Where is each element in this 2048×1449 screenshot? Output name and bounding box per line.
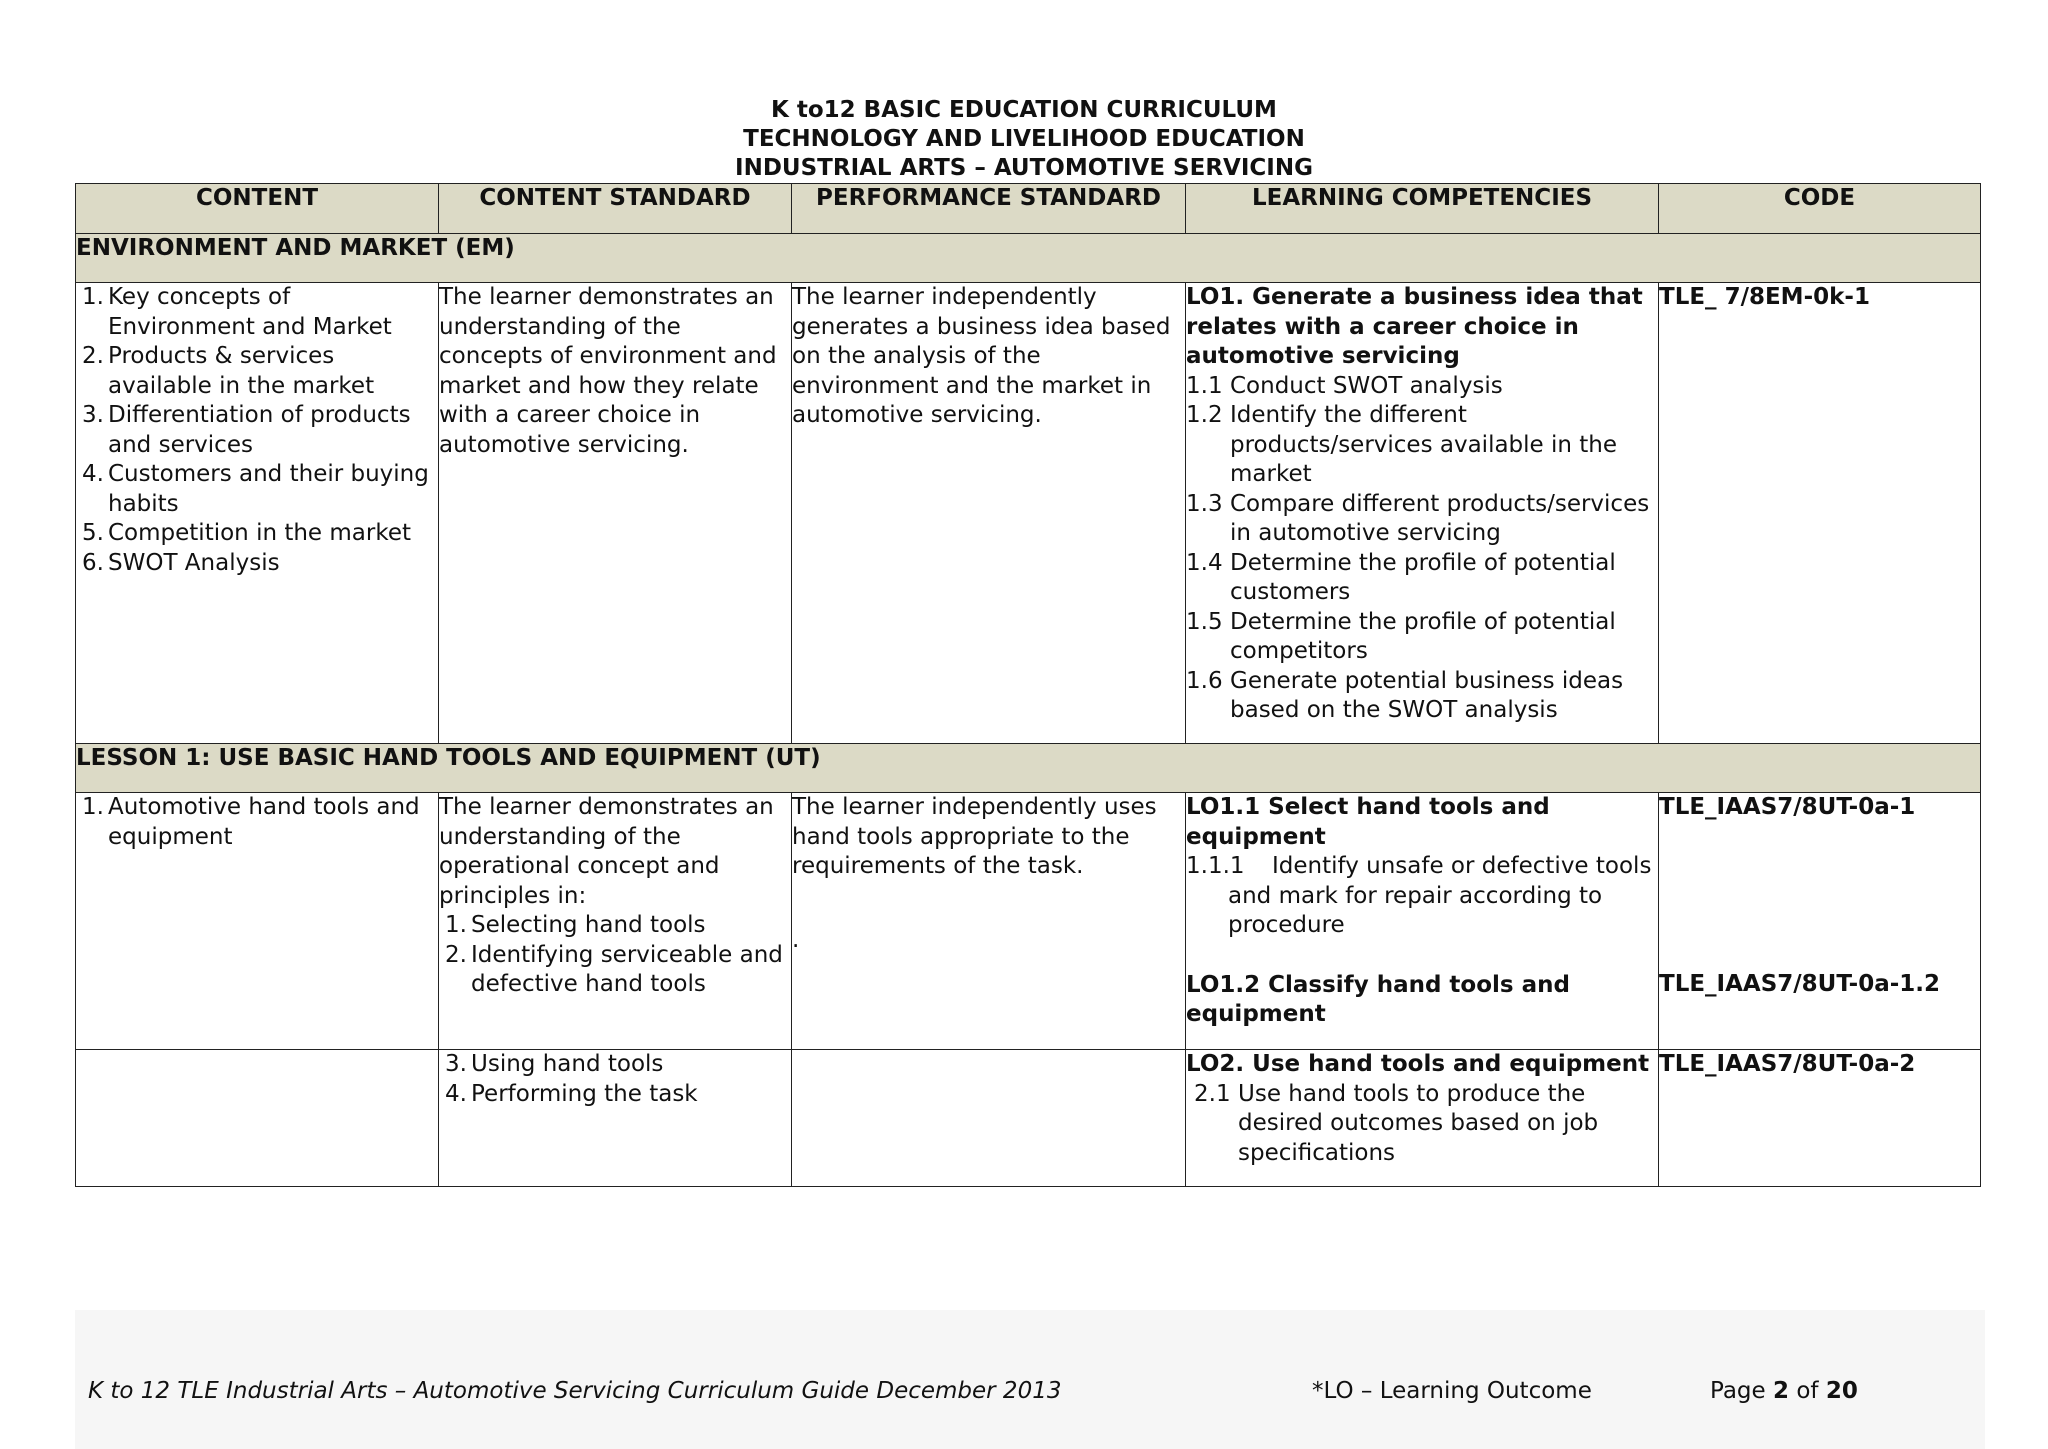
- ut-content-standard-intro: The learner demonstrates an understanding of the operational concept and principles in:: [439, 794, 774, 909]
- ut-performance-standard-cell: [792, 793, 1186, 1050]
- section-row-ut: [76, 744, 1981, 793]
- section-title-em: ENVIRONMENT AND MARKET (EM): [76, 234, 1981, 283]
- ut-competencies-cell: [1186, 793, 1659, 1050]
- list-item: 4. Customers and their buying habits: [82, 461, 429, 517]
- ut-content-cell: [76, 793, 439, 1050]
- section-title-ut: LESSON 1: USE BASIC HAND TOOLS AND EQUIPMENT (UT): [76, 744, 1981, 793]
- ut-code-cell: [1659, 793, 1981, 1050]
- col-header-content-standard: CONTENT STANDARD: [439, 184, 792, 234]
- em-content-standard-cell: [439, 283, 792, 744]
- document-header: [0, 96, 2048, 183]
- list-item: 6. SWOT Analysis: [82, 549, 280, 576]
- em-performance-standard-text: The learner independently generates a business idea based on the analysis of the environment and the market in automotive servicing.: [792, 284, 1171, 428]
- ut-lo2-title: LO1.2 Classify hand tools and equipment: [1186, 971, 1570, 1027]
- ut-lo1-title: LO1.1 Select hand tools and equipment: [1186, 794, 1550, 850]
- list-item: 5. Competition in the market: [82, 520, 412, 546]
- list-item: 1. Automotive hand tools and equipment: [82, 794, 420, 850]
- competency-item: 1.5 Determine the profile of potential competitors: [1186, 608, 1616, 664]
- table-row-em: [76, 283, 1981, 744]
- col-header-content: CONTENT: [76, 184, 439, 234]
- ut2-competencies-cell: [1186, 1050, 1659, 1187]
- column-header-row: [76, 184, 1981, 234]
- spacer: [1186, 941, 1658, 971]
- header-line-2: TECHNOLOGY AND LIVELIHOOD EDUCATION: [743, 126, 1305, 152]
- spacer: [1659, 823, 1980, 970]
- ut2-lo-title: LO2. Use hand tools and equipment: [1186, 1051, 1650, 1077]
- col-header-learning-competencies: LEARNING COMPETENCIES: [1186, 184, 1659, 234]
- ut-code-2: TLE_IAAS7/8UT-0a-2: [1659, 1051, 1916, 1077]
- header-line-3: INDUSTRIAL ARTS – AUTOMOTIVE SERVICING: [735, 155, 1313, 181]
- curriculum-table: [75, 183, 1981, 1187]
- em-content-cell: [76, 283, 439, 744]
- ut2-performance-standard-cell: [792, 1050, 1186, 1187]
- ut-code-1-2: TLE_IAAS7/8UT-0a-1.2: [1659, 970, 1941, 997]
- em-code-cell: [1659, 283, 1981, 744]
- ut-content-standard-list: [439, 911, 791, 1000]
- competency-item: 1.6 Generate potential business ideas based on the SWOT analysis: [1186, 667, 1624, 723]
- em-performance-standard-cell: [792, 283, 1186, 744]
- footer-guide-title: K to 12 TLE Industrial Arts – Automotive Servicing Curriculum Guide December 2013: [88, 1378, 1062, 1404]
- list-item: 3. Differentiation of products and services: [82, 402, 411, 458]
- competency-item: 2.1 Use hand tools to produce the desired outcomes based on job specifications: [1194, 1080, 1599, 1166]
- list-item: 2. Identifying serviceable and defective hand tools: [445, 941, 783, 997]
- list-item: 2. Products & services available in the market: [82, 343, 375, 399]
- ut-performance-standard-text: The learner independently uses hand tools appropriate to the requirements of the task.: [792, 794, 1157, 879]
- list-item: 1. Key concepts of Environment and Market: [82, 284, 392, 340]
- em-code: TLE_ 7/8EM-0k-1: [1659, 284, 1870, 310]
- ut-performance-dot: .: [792, 926, 800, 953]
- table-row-ut-1: [76, 793, 1981, 1050]
- list-item: 4. Performing the task: [445, 1080, 698, 1107]
- list-item: 1. Selecting hand tools: [445, 912, 706, 938]
- header-line-1: K to12 BASIC EDUCATION CURRICULUM: [771, 97, 1277, 123]
- footer-lo-note: *LO – Learning Outcome: [1312, 1378, 1592, 1404]
- ut2-content-standard-cell: [439, 1050, 792, 1187]
- col-header-performance-standard: PERFORMANCE STANDARD: [792, 184, 1186, 234]
- em-content-standard-text: The learner demonstrates an understanding of the concepts of environment and market and how they relate with a career choice in automotive servicing.: [439, 284, 777, 458]
- em-lo-title: LO1. Generate a business idea that relates with a career choice in automotive servicing: [1186, 284, 1643, 369]
- col-header-code: CODE: [1659, 184, 1981, 234]
- ut-content-list: [76, 793, 438, 852]
- ut2-code-cell: [1659, 1050, 1981, 1187]
- competency-item: 1.4 Determine the profile of potential customers: [1186, 549, 1616, 605]
- list-item: 3. Using hand tools: [445, 1051, 664, 1077]
- competency-item: 1.1 Conduct SWOT analysis: [1186, 372, 1503, 399]
- ut2-content-standard-list: [439, 1050, 791, 1109]
- section-row-em: [76, 234, 1981, 283]
- competency-item: 1.2 Identify the different products/services available in the market: [1186, 402, 1618, 487]
- competency-item: 1.3 Compare different products/services in automotive servicing: [1186, 490, 1650, 546]
- competency-item: 1.1.1 Identify unsafe or defective tools and mark for repair according to procedure: [1186, 853, 1652, 938]
- footer-page-number: Page 2 of 20: [1710, 1378, 1858, 1404]
- em-content-list: [76, 283, 438, 578]
- table-row-ut-2: [76, 1050, 1981, 1187]
- ut-content-standard-cell: [439, 793, 792, 1050]
- ut2-content-cell: [76, 1050, 439, 1187]
- em-competencies-cell: [1186, 283, 1659, 744]
- ut-code-1: TLE_IAAS7/8UT-0a-1: [1659, 794, 1916, 820]
